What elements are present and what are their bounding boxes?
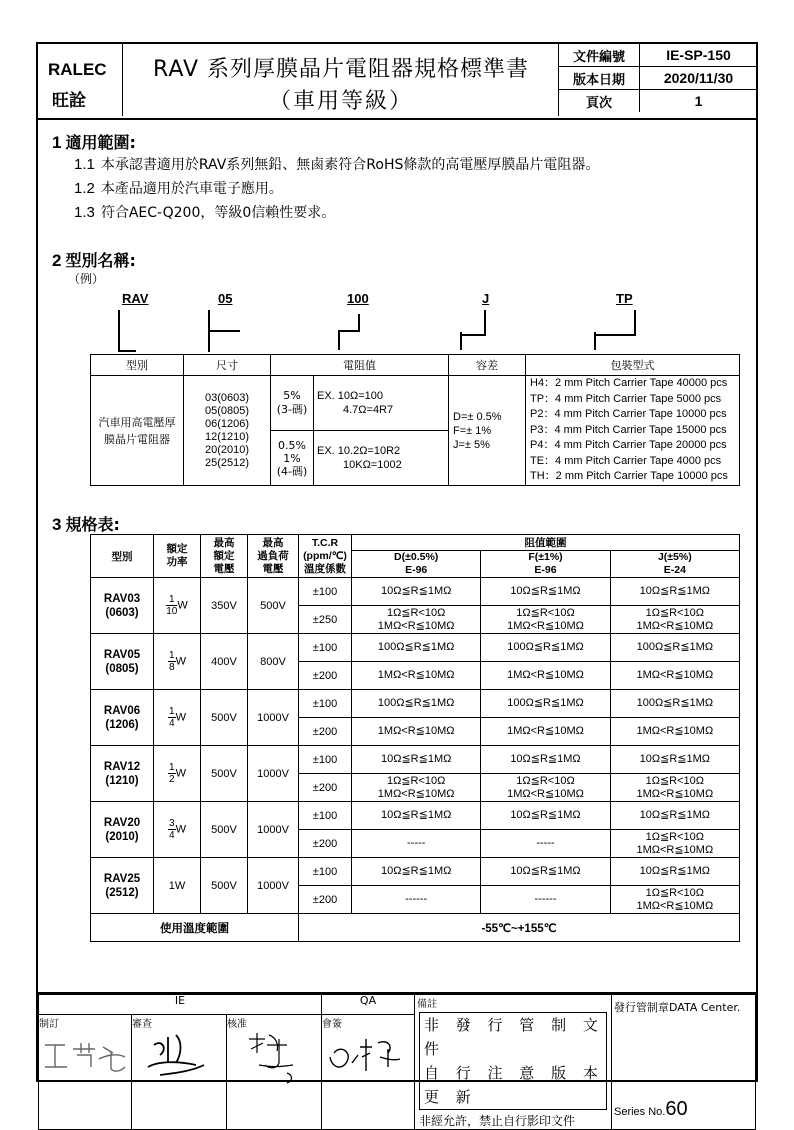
range-line: 1Ω≦R<10Ω xyxy=(386,606,446,619)
res-example-line: EX. 10Ω=100 xyxy=(317,390,384,402)
power-numerator: 1 xyxy=(169,762,175,773)
range-line: 1Ω≦R<10Ω xyxy=(645,886,705,899)
cell-range-f xyxy=(481,746,610,774)
range-line: 1MΩ<R≦10MΩ xyxy=(636,725,714,737)
section-1-heading xyxy=(52,130,136,153)
logo-english: RALEC xyxy=(48,60,107,79)
hdr-line: 額定 xyxy=(213,549,235,562)
footer-qa: QA xyxy=(322,995,415,1015)
cell-max-voltage: 400V xyxy=(201,634,248,690)
range-line: 1MΩ<R≦10MΩ xyxy=(377,725,455,737)
table-row xyxy=(91,858,740,886)
range-line: 10Ω≦R≦1MΩ xyxy=(510,809,581,821)
range-line: 10Ω≦R≦1MΩ xyxy=(380,809,452,821)
hdr-line: 過負荷 xyxy=(257,549,289,562)
cell-max-voltage: 350V xyxy=(201,578,248,634)
meta-label-version-date: 版本日期 xyxy=(559,67,640,90)
type-line: (1210) xyxy=(105,774,139,787)
table-row xyxy=(91,802,740,830)
range-line: 10Ω≦R≦1MΩ xyxy=(510,753,581,765)
res-example-line: 4.7Ω=4R7 xyxy=(343,404,394,416)
type-line: RAV05 xyxy=(103,648,141,661)
size-item: 05(0805) xyxy=(204,404,250,417)
cell-range-f xyxy=(481,886,610,914)
series-number xyxy=(614,1098,688,1121)
cell-range-f xyxy=(481,606,610,634)
signature-review xyxy=(134,1027,224,1085)
meta-value-doc-no: IE-SP-150 xyxy=(640,44,758,67)
meta-label-page: 頁次 xyxy=(559,90,640,113)
hdr-line: J(±5%) xyxy=(657,551,692,563)
remark-note-3: 非經允許，禁止自行影印文件 xyxy=(419,1114,576,1128)
type-line: (2512) xyxy=(105,886,139,899)
power-denominator: 2 xyxy=(169,774,175,785)
type-desc-line: 汽車用高電壓厚 xyxy=(98,415,176,429)
cell-range-j xyxy=(610,774,739,802)
range-line: ------ xyxy=(534,893,557,905)
res-line: (4-碼) xyxy=(276,464,308,478)
cell-overload-voltage: 1000V xyxy=(248,690,299,746)
power-numerator: 1 xyxy=(166,594,177,606)
power-fraction xyxy=(168,818,176,841)
cell-overload-voltage: 500V xyxy=(248,578,299,634)
code-bracket xyxy=(594,310,636,336)
cell-range-f xyxy=(481,578,610,606)
code-bracket xyxy=(338,330,340,350)
footer-stamp xyxy=(612,995,756,1130)
cell-range-j xyxy=(610,662,739,690)
section-1-item-2 xyxy=(74,178,283,198)
company-logo xyxy=(38,44,123,116)
range-line: 1MΩ<R≦10MΩ xyxy=(377,619,455,632)
series-value: 60 xyxy=(665,1098,688,1120)
footer-made xyxy=(39,1015,132,1130)
type-line: (1206) xyxy=(105,718,139,731)
cell-range-f xyxy=(481,858,610,886)
range-line: ----- xyxy=(536,837,555,849)
cell-overload-voltage: 1000V xyxy=(248,858,299,914)
code-resistance: 100 xyxy=(347,291,369,306)
range-line: 100Ω≦R≦1MΩ xyxy=(636,697,714,709)
code-packaging: TP xyxy=(616,291,633,306)
code-bracket xyxy=(460,310,486,336)
power-fraction xyxy=(168,650,176,673)
signature-countersign xyxy=(324,1027,414,1083)
type-code-table xyxy=(90,354,740,486)
range-line: 1Ω≦R<10Ω xyxy=(516,606,575,619)
hdr-line: D(±0.5%) xyxy=(394,551,439,563)
table-row xyxy=(91,746,740,774)
range-line: 1MΩ<R≦10MΩ xyxy=(507,669,584,681)
hdr-j xyxy=(610,551,739,578)
hdr-max-voltage xyxy=(201,535,248,578)
res-5-percent xyxy=(271,376,314,431)
cell-range-j xyxy=(610,634,739,662)
sign-label: 會簽 xyxy=(322,1019,342,1031)
hdr-line: F(±1%) xyxy=(528,551,563,563)
range-line: 1Ω≦R<10Ω xyxy=(645,774,705,787)
packaging-item: P2：4 mm Pitch Carrier Tape 10000 pcs xyxy=(530,408,727,421)
type-line: RAV12 xyxy=(103,760,141,773)
power-fraction xyxy=(166,594,177,617)
range-line: 10Ω≦R≦1MΩ xyxy=(639,865,710,877)
range-line: 100Ω≦R≦1MΩ xyxy=(377,697,455,709)
spec-table xyxy=(90,534,740,942)
type-line: (0603) xyxy=(105,606,139,619)
cell-tcr: ±200 xyxy=(299,718,352,746)
cell-type xyxy=(91,690,154,746)
cell-range-f xyxy=(481,774,610,802)
type-line: RAV06 xyxy=(103,704,141,717)
cell-tcr: ±250 xyxy=(299,606,352,634)
power-numerator: 3 xyxy=(169,818,175,829)
packaging-item: TP：4 mm Pitch Carrier Tape 5000 pcs xyxy=(530,392,722,405)
section-1-item-1 xyxy=(74,154,599,174)
hdr-overload-voltage xyxy=(248,535,299,578)
cell-power xyxy=(154,634,201,690)
code-tolerance: J xyxy=(482,291,490,306)
range-line: 1Ω≦R<10Ω xyxy=(645,830,705,843)
range-line: 10Ω≦R≦1MΩ xyxy=(639,585,710,597)
title-line-1: RAV 系列厚膜晶片電阻器規格標準書 xyxy=(152,57,530,82)
cell-tcr: ±100 xyxy=(299,858,352,886)
tolerance-item: F=± 1% xyxy=(453,424,492,437)
approve-label: 核准 xyxy=(227,1019,247,1031)
cell-tcr: ±100 xyxy=(299,634,352,662)
range-line: 1MΩ<R≦10MΩ xyxy=(636,669,714,681)
code-bracket xyxy=(460,332,462,350)
item-text: 本承認書適用於RAV系列無鉛、無鹵素符合RoHS條款的高電壓厚膜晶片電阻器。 xyxy=(100,157,600,173)
col-type: 型別 xyxy=(91,355,184,376)
power-unit: W xyxy=(175,711,186,724)
footer-ie: IE xyxy=(39,995,322,1015)
res-5-example xyxy=(314,376,449,431)
type-description xyxy=(91,376,184,486)
cell-range-j xyxy=(610,830,739,858)
cell-type xyxy=(91,634,154,690)
cell-max-voltage: 500V xyxy=(201,858,248,914)
res-line: 0.5% xyxy=(278,438,306,452)
cell-overload-voltage: 1000V xyxy=(248,746,299,802)
range-line: 10Ω≦R≦1MΩ xyxy=(510,865,581,877)
cell-power xyxy=(154,690,201,746)
cell-tcr: ±100 xyxy=(299,578,352,606)
footer-approve xyxy=(227,1015,322,1130)
code-rav: RAV xyxy=(122,291,149,306)
power-fraction xyxy=(168,706,176,729)
code-bracket xyxy=(594,332,596,350)
stamp-label: 發行管制章DATA Center. xyxy=(614,1001,741,1014)
hdr-line: 最高 xyxy=(262,536,284,549)
cell-range-d xyxy=(352,802,481,830)
size-list xyxy=(184,376,271,486)
range-line: 10Ω≦R≦1MΩ xyxy=(380,585,452,597)
hdr-f xyxy=(481,551,610,578)
cell-max-voltage: 500V xyxy=(201,802,248,858)
remark-note-1: 非 發 行 管 制 文 件 xyxy=(424,1016,604,1058)
tolerance-list xyxy=(449,376,526,486)
hdr-line: 功率 xyxy=(166,556,188,568)
cell-range-f xyxy=(481,634,610,662)
cell-range-f xyxy=(481,690,610,718)
res-example-line: 10KΩ=1002 xyxy=(343,459,402,471)
power-unit: W xyxy=(175,655,186,668)
size-item: 06(1206) xyxy=(204,417,250,430)
cell-tcr: ±200 xyxy=(299,662,352,690)
cell-range-j xyxy=(610,718,739,746)
size-item: 03(0603) xyxy=(204,391,250,404)
power-denominator: 4 xyxy=(169,718,175,729)
res-line: 1% xyxy=(283,451,301,465)
section-3-title: 規格表: xyxy=(65,515,120,534)
packaging-item: H4：2 mm Pitch Carrier Tape 40000 pcs xyxy=(530,377,728,390)
table-row xyxy=(91,578,740,606)
signature-made xyxy=(41,1035,129,1075)
hdr-line: E-96 xyxy=(405,564,428,576)
cell-type xyxy=(91,746,154,802)
meta-value-page: 1 xyxy=(640,90,758,113)
section-1-title: 適用範圍: xyxy=(65,133,136,152)
power-denominator: 4 xyxy=(169,830,175,841)
cell-overload-voltage: 800V xyxy=(248,634,299,690)
range-line: ------ xyxy=(405,893,428,905)
type-desc-line: 膜晶片電阻器 xyxy=(104,432,170,446)
document-title xyxy=(124,44,558,116)
cell-range-j xyxy=(610,802,739,830)
cell-range-d xyxy=(352,718,481,746)
cell-power xyxy=(154,802,201,858)
res-example-line: EX. 10.2Ω=10R2 xyxy=(317,445,401,457)
document-footer xyxy=(38,992,756,1128)
footer-remark xyxy=(415,995,612,1130)
cell-tcr: ±200 xyxy=(299,774,352,802)
section-3-number: 3 xyxy=(52,515,62,534)
cell-range-d xyxy=(352,774,481,802)
cell-range-d xyxy=(352,690,481,718)
code-bracket xyxy=(208,310,210,330)
size-item: 25(2512) xyxy=(204,456,250,469)
col-size: 尺寸 xyxy=(184,355,271,376)
power-denominator: 8 xyxy=(169,662,175,673)
cell-range-j xyxy=(610,690,739,718)
type-line: RAV20 xyxy=(103,816,141,829)
hdr-tcr xyxy=(299,535,352,578)
cell-tcr: ±200 xyxy=(299,886,352,914)
temp-range-label: 使用溫度範圍 xyxy=(91,914,299,942)
tolerance-item: D=± 0.5% xyxy=(453,410,502,423)
section-3-heading xyxy=(52,512,120,535)
power-unit: W xyxy=(175,767,186,780)
cell-range-d xyxy=(352,746,481,774)
range-line: 10Ω≦R≦1MΩ xyxy=(639,809,710,821)
hdr-line: E-24 xyxy=(663,564,686,576)
power-unit: W xyxy=(175,823,186,836)
hdr-line: 額定 xyxy=(166,543,188,555)
hdr-d xyxy=(352,551,481,578)
packaging-item: TH：2 mm Pitch Carrier Tape 10000 pcs xyxy=(530,470,728,483)
range-line: 1MΩ<R≦10MΩ xyxy=(636,899,714,912)
cell-range-d xyxy=(352,634,481,662)
cell-type xyxy=(91,858,154,914)
cell-range-f xyxy=(481,662,610,690)
cell-range-j xyxy=(610,746,739,774)
review-label: 審查 xyxy=(132,1019,152,1031)
cell-max-voltage: 500V xyxy=(201,690,248,746)
power-fraction xyxy=(168,762,176,785)
range-line: 10Ω≦R≦1MΩ xyxy=(380,753,452,765)
item-number: 1.1 xyxy=(74,156,95,173)
range-line: 100Ω≦R≦1MΩ xyxy=(507,641,584,653)
cell-power xyxy=(154,578,201,634)
packaging-list xyxy=(526,376,740,486)
cell-tcr: ±100 xyxy=(299,802,352,830)
remark-note-2: 自 行 注 意 版 本 更 新 xyxy=(424,1064,604,1106)
cell-range-d xyxy=(352,886,481,914)
cell-range-f xyxy=(481,830,610,858)
code-bracket xyxy=(118,310,136,352)
section-2-heading xyxy=(52,248,136,271)
section-1-number: 1 xyxy=(52,133,62,152)
code-bracket xyxy=(338,314,360,332)
packaging-item: TE：4 mm Pitch Carrier Tape 4000 pcs xyxy=(530,454,722,467)
document-frame xyxy=(36,42,758,1128)
hdr-line: 電壓 xyxy=(262,562,284,575)
item-text: 符合AEC-Q200，等級0信賴性要求。 xyxy=(100,205,336,221)
code-bracket xyxy=(208,330,240,352)
range-line: 1MΩ<R≦10MΩ xyxy=(636,619,714,632)
cell-range-d xyxy=(352,830,481,858)
range-line: 10Ω≦R≦1MΩ xyxy=(510,585,581,597)
range-line: 1MΩ<R≦10MΩ xyxy=(377,669,455,681)
meta-value-version-date: 2020/11/30 xyxy=(640,67,758,90)
meta-label-doc-no: 文件編號 xyxy=(559,44,640,67)
series-label: Series No. xyxy=(614,1106,666,1118)
cell-range-d xyxy=(352,578,481,606)
col-resistance: 電阻值 xyxy=(271,355,449,376)
packaging-item: P3：4 mm Pitch Carrier Tape 15000 pcs xyxy=(530,423,727,436)
cell-range-d xyxy=(352,606,481,634)
cell-power xyxy=(154,746,201,802)
signature-approve xyxy=(229,1025,319,1085)
type-line: (0805) xyxy=(105,662,139,675)
hdr-power xyxy=(154,535,201,578)
size-item: 20(2010) xyxy=(204,443,250,456)
section-2-number: 2 xyxy=(52,251,62,270)
col-tolerance: 容差 xyxy=(449,355,526,376)
res-05-example xyxy=(314,431,449,486)
hdr-line: T.C.R xyxy=(311,536,339,549)
table-row xyxy=(91,690,740,718)
range-line: ----- xyxy=(407,837,426,849)
hdr-line: 電壓 xyxy=(213,562,235,575)
cell-tcr: ±200 xyxy=(299,830,352,858)
cell-range-d xyxy=(352,662,481,690)
range-line: 1Ω≦R<10Ω xyxy=(645,606,705,619)
remark-box xyxy=(419,1012,607,1110)
cell-range-f xyxy=(481,802,610,830)
item-number: 1.2 xyxy=(74,180,95,197)
example-label: （例） xyxy=(68,272,105,286)
range-line: 10Ω≦R≦1MΩ xyxy=(639,753,710,765)
res-line: (3-碼) xyxy=(276,403,308,416)
range-line: 1Ω≦R<10Ω xyxy=(516,774,575,787)
document-meta xyxy=(558,44,757,116)
hdr-range: 阻值範圍 xyxy=(352,535,740,551)
hdr-line: 最高 xyxy=(213,536,235,549)
remark-label: 備註 xyxy=(417,999,437,1010)
power-denominator: 10 xyxy=(166,606,178,617)
footer-sign xyxy=(322,1015,415,1130)
title-line-2: （車用等級） xyxy=(268,89,413,114)
document-header xyxy=(38,44,756,120)
range-line: 1MΩ<R≦10MΩ xyxy=(636,787,714,800)
tolerance-item: J=± 5% xyxy=(453,438,490,451)
packaging-item: P4：4 mm Pitch Carrier Tape 20000 pcs xyxy=(530,439,727,452)
range-line: 1MΩ<R≦10MΩ xyxy=(636,843,714,856)
range-line: 100Ω≦R≦1MΩ xyxy=(377,641,455,653)
range-line: 1MΩ<R≦10MΩ xyxy=(507,725,584,737)
hdr-line: (ppm/℃) xyxy=(303,549,347,562)
cell-range-j xyxy=(610,578,739,606)
type-line: RAV03 xyxy=(103,592,141,605)
res-line: 5% xyxy=(283,389,301,402)
table-row xyxy=(91,634,740,662)
type-line: (2010) xyxy=(105,830,139,843)
cell-power xyxy=(154,858,201,914)
range-line: 1MΩ<R≦10MΩ xyxy=(507,619,584,632)
range-line: 10Ω≦R≦1MΩ xyxy=(380,865,452,877)
type-line: RAV25 xyxy=(103,872,141,885)
code-size: 05 xyxy=(218,291,233,306)
cell-max-voltage: 500V xyxy=(201,746,248,802)
cell-range-f xyxy=(481,718,610,746)
section-1-item-3 xyxy=(74,202,335,222)
cell-range-j xyxy=(610,606,739,634)
cell-type xyxy=(91,802,154,858)
range-line: 1Ω≦R<10Ω xyxy=(386,774,446,787)
range-line: 1MΩ<R≦10MΩ xyxy=(507,787,584,800)
power-numerator: 1 xyxy=(169,650,175,661)
cell-tcr: ±100 xyxy=(299,746,352,774)
footer-review xyxy=(132,1015,227,1130)
res-05-percent xyxy=(271,431,314,486)
cell-range-d xyxy=(352,858,481,886)
power-value: 1W xyxy=(168,879,186,892)
cell-range-j xyxy=(610,858,739,886)
range-line: 100Ω≦R≦1MΩ xyxy=(636,641,714,653)
cell-type xyxy=(91,578,154,634)
section-2-title: 型別名稱: xyxy=(65,251,136,270)
made-label: 制訂 xyxy=(39,1019,59,1031)
cell-tcr: ±100 xyxy=(299,690,352,718)
hdr-line: E-96 xyxy=(534,564,557,576)
hdr-type: 型別 xyxy=(91,535,154,578)
power-unit: W xyxy=(177,599,188,612)
cell-overload-voltage: 1000V xyxy=(248,802,299,858)
range-line: 100Ω≦R≦1MΩ xyxy=(507,697,584,709)
range-line: 1MΩ<R≦10MΩ xyxy=(377,787,455,800)
size-item: 12(1210) xyxy=(204,430,250,443)
hdr-line: 溫度係數 xyxy=(304,562,346,575)
power-numerator: 1 xyxy=(169,706,175,717)
temp-range-value: -55℃~+155℃ xyxy=(299,914,740,942)
logo-chinese: 旺詮 xyxy=(52,91,86,111)
col-packaging: 包裝型式 xyxy=(526,355,740,376)
item-number: 1.3 xyxy=(74,204,95,221)
cell-range-j xyxy=(610,886,739,914)
item-text: 本產品適用於汽車電子應用。 xyxy=(100,181,283,197)
